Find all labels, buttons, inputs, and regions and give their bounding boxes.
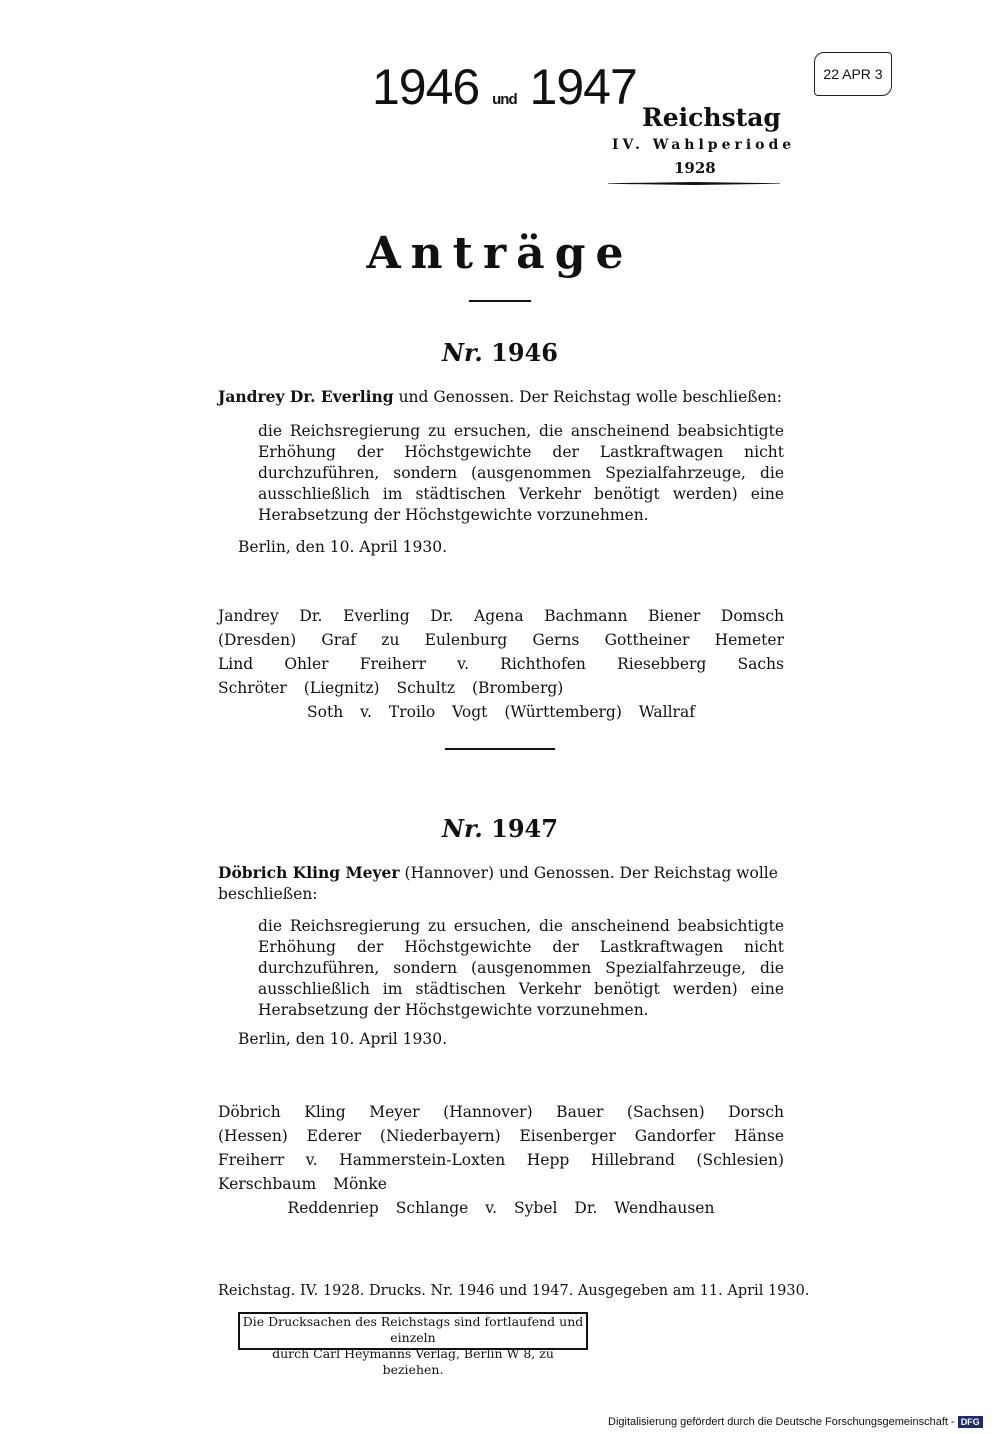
dfg-logo: DFG [958, 1416, 983, 1428]
digitization-credit: Digitalisierung gefördert durch die Deutsche Forschungsgemeinschaft - DFG [608, 1416, 983, 1428]
left-number: 1946 [372, 59, 480, 115]
title-divider [469, 300, 531, 302]
section-divider [445, 748, 555, 750]
document-numbers [372, 59, 637, 115]
sponsors: Döbrich Kling Meyer [218, 863, 400, 882]
motion-date: Berlin, den 10. April 1930. [238, 538, 448, 556]
print-footer: Reichstag. IV. 1928. Drucks. Nr. 1946 und 1947. Ausgegeben am 11. April 1930. [218, 1283, 810, 1299]
motion-text: die Reichsregierung zu ersuchen, die anscheinend beabsichtigte Erhöhung der Höchstgewichte der Lastkraftwagen nicht durchzuführen, sondern (ausgenommen Spezialfahrzeuge, die ausschließlich im städtischen Verkehr benötigt werden) eine Herabsetzung der Höchstgewichte vorzunehmen. [258, 917, 784, 1019]
motion-number: Nr. 1946 [442, 338, 558, 367]
conjunction: und [492, 91, 517, 108]
wahlperiode-label: IV. Wahlperiode [612, 137, 796, 153]
sponsors: Jandrey Dr. Everling [218, 387, 394, 406]
period-year: 1928 [674, 159, 716, 177]
header-rule [608, 182, 780, 185]
date-stamp: 22 APR 3 [814, 52, 892, 96]
signatories: Döbrich Kling Meyer (Hannover) Bauer (Sachsen) Dorsch (Hessen) Ederer (Niederbayern) Eisenberger Gandorfer Hänse Freiherr v. Hammerstein-Loxten Hepp Hillebrand (Schlesien) Kerschbaum Mönke Reddenriep Schlange v. Sybel Dr. Wendhausen [218, 1103, 784, 1217]
motion-number: Nr. 1947 [442, 814, 558, 843]
reichstag-label: Reichstag [642, 103, 781, 132]
page-title: Anträge [366, 228, 634, 279]
signatories: Jandrey Dr. Everling Dr. Agena Bachmann Biener Domsch (Dresden) Graf zu Eulenburg Gerns Gottheiner Hemeter Lind Ohler Freiherr v. Richthofen Riesebberg Sachs Schröter (Liegnitz) Schultz (Bromberg) Soth v. Troilo Vogt (Württemberg) Wallraf [218, 607, 784, 721]
motion-text: die Reichsregierung zu ersuchen, die anscheinend beabsichtigte Erhöhung der Höchstgewichte der Lastkraftwagen nicht durchzuführen, sondern (ausgenommen Spezialfahrzeuge, die ausschließlich im städtischen Verkehr benötigt werden) eine Herabsetzung der Höchstgewichte vorzunehmen. [258, 422, 784, 524]
right-number: 1947 [529, 59, 637, 115]
publisher-box: Die Drucksachen des Reichstags sind fortlaufend und einzeln durch Carl Heymanns Verlag, Berlin W 8, zu beziehen. [238, 1312, 588, 1350]
motion-intro: Döbrich Kling Meyer (Hannover) und Genossen. Der Reichstag wolle beschließen: [218, 863, 778, 903]
motion-date: Berlin, den 10. April 1930. [238, 1030, 448, 1048]
motion-intro: Jandrey Dr. Everling und Genossen. Der Reichstag wolle beschließen: [218, 387, 782, 406]
